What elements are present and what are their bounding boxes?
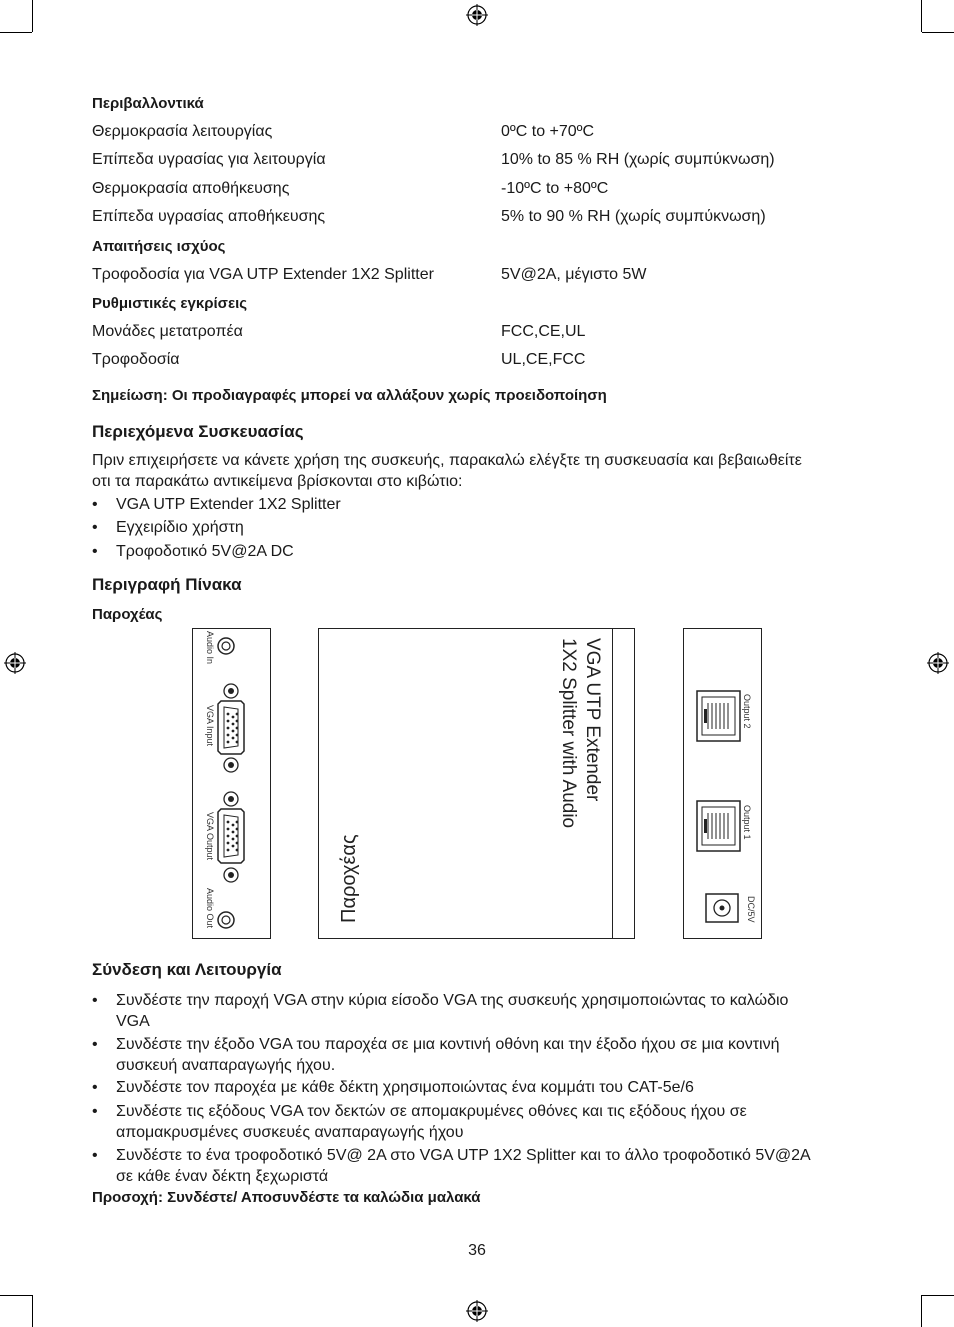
bullet-marker: • [92, 543, 98, 560]
package-intro-line: οτι τα παρακάτω αντικείμενα βρίσκονται στο κιβώτιο: [92, 473, 463, 490]
bullet-marker: • [92, 496, 98, 513]
list-item-text [116, 990, 862, 1032]
list-item-line: Συνδέστε το ένα τροφοδοτικό 5V@ 2A στο VGA UTP 1X2 Splitter και το άλλο τροφοδοτικό 5V@2A [116, 1147, 811, 1164]
list-item-line: Συνδέστε την έξοδο VGA του παροχέα σε μια κοντινή οθόνη και την έξοδο ήχου σε μια κοντινή [116, 1036, 780, 1053]
spec-label: Θερμοκρασία λειτουργίας [92, 123, 273, 140]
rj45-port-icon [697, 691, 740, 741]
spec-value: FCC,CE,UL [501, 323, 586, 340]
spec-label: Θερμοκρασία αποθήκευσης [92, 180, 290, 197]
bullet-marker: • [92, 1036, 98, 1053]
list-item-line: Συνδέστε τις εξόδους VGA τον δεκτών σε απομακρυμένες οθόνες και τις εξόδους ήχου σε [116, 1103, 747, 1120]
list-item-text [116, 1034, 862, 1076]
port-label: VGA Output [205, 812, 215, 861]
list-item-text [116, 1145, 862, 1187]
bullet-marker: • [92, 1103, 98, 1120]
spec-value: -10ºC to +80ºC [501, 180, 609, 197]
spec-label: Επίπεδα υγρασίας αποθήκευσης [92, 208, 326, 225]
list-item-line: Συνδέστε τον παροχέα με κάθε δέκτη χρησιμοποιώντας ένα κομμάτι του CAT-5e/6 [116, 1079, 694, 1096]
package-intro-line: Πριν επιχειρήσετε να κάνετε χρήση της συσκευής, παρακαλώ ελέγξτε τη συσκευασία και βεβαιωθείτε [92, 452, 802, 469]
device-role-label: Παροχέας [338, 834, 360, 923]
port-label: Audio In [205, 631, 215, 665]
dc-power-jack-icon [706, 894, 738, 922]
spec-label: Μονάδες μετατροπέα [92, 323, 243, 340]
audio-jack-icon [218, 638, 234, 654]
list-item-line: συσκευή αναπαραγωγής ήχου. [116, 1057, 336, 1074]
registration-mark-icon [4, 652, 26, 674]
audio-jack-icon [218, 912, 234, 928]
caution-note: Προσοχή: Συνδέστε/ Αποσυνδέστε τα καλώδια μαλακά [92, 1189, 481, 1206]
approvals-heading: Ρυθμιστικές εγκρίσεις [92, 295, 248, 312]
spec-label: Τροφοδοσία [92, 351, 180, 368]
connection-title: Σύνδεση και Λειτουργία [92, 960, 282, 979]
crop-mark [922, 1295, 954, 1296]
vga-port-icon [218, 792, 244, 882]
device-name-line: 1X2 Splitter with Audio [558, 638, 579, 829]
env-heading: Περιβαλλοντικά [92, 95, 204, 112]
port-label: Output 1 [742, 805, 752, 840]
vga-port-icon [218, 684, 244, 772]
spec-value: 0ºC to +70ºC [501, 123, 595, 140]
rear-panel-ports [684, 629, 761, 938]
registration-mark-icon [466, 4, 488, 26]
bullet-marker: • [92, 1147, 98, 1164]
crop-mark [0, 32, 32, 33]
rj45-port-icon [697, 801, 740, 851]
device-edge-line [612, 628, 613, 939]
spec-value: UL,CE,FCC [501, 351, 586, 368]
spec-value: 5% to 90 % RH (χωρίς συμπύκνωση) [501, 208, 766, 225]
registration-mark-icon [466, 1300, 488, 1322]
port-label: Audio Out [205, 888, 215, 929]
crop-mark [922, 32, 954, 33]
list-item-text [116, 1077, 862, 1098]
package-intro [92, 450, 862, 492]
spec-note: Σημείωση: Οι προδιαγραφές μπορεί να αλλάξουν χωρίς προειδοποίηση [92, 387, 607, 404]
list-item-text: VGA UTP Extender 1X2 Splitter [116, 496, 341, 513]
front-panel-ports [193, 629, 270, 938]
spec-value: 10% to 85 % RH (χωρίς συμπύκνωση) [501, 151, 775, 168]
list-item-line: Συνδέστε την παροχή VGA στην κύρια είσοδο VGA της συσκευής χρησιμοποιώντας το καλώδιο [116, 992, 789, 1009]
port-label: DC/5V [746, 896, 756, 923]
panel-subtitle: Παροχέας [92, 606, 163, 623]
crop-mark [921, 1295, 922, 1327]
power-heading: Απαιτήσεις ισχύος [92, 238, 226, 255]
list-item-text: Τροφοδοτικό 5V@2A DC [116, 543, 294, 560]
port-label: VGA Input [205, 705, 215, 747]
spec-value: 5V@2A, μέγιστο 5W [501, 266, 647, 283]
port-label: Output 2 [742, 694, 752, 729]
device-name-line: VGA UTP Extender [582, 638, 603, 802]
list-item-text: Εγχειρίδιο χρήστη [116, 519, 244, 536]
crop-mark [32, 1295, 33, 1327]
package-title: Περιεχόμενα Συσκευασίας [92, 422, 304, 441]
crop-mark [0, 1295, 32, 1296]
panel-title: Περιγραφή Πίνακα [92, 575, 242, 594]
bullet-marker: • [92, 992, 98, 1009]
bullet-marker: • [92, 519, 98, 536]
list-item-text [116, 1101, 862, 1143]
list-item-line: VGA [116, 1013, 150, 1030]
crop-mark [921, 0, 922, 32]
crop-mark [32, 0, 33, 32]
list-item-line: απομακρυσμένες συσκευές αναπαραγωγής ήχου [116, 1124, 464, 1141]
page-number: 36 [468, 1242, 486, 1259]
list-item-line: σε κάθε έναν δέκτη ξεχωριστά [116, 1168, 329, 1185]
registration-mark-icon [927, 652, 949, 674]
spec-label: Τροφοδοσία για VGA UTP Extender 1X2 Splitter [92, 266, 434, 283]
bullet-marker: • [92, 1079, 98, 1096]
spec-label: Επίπεδα υγρασίας για λειτουργία [92, 151, 326, 168]
